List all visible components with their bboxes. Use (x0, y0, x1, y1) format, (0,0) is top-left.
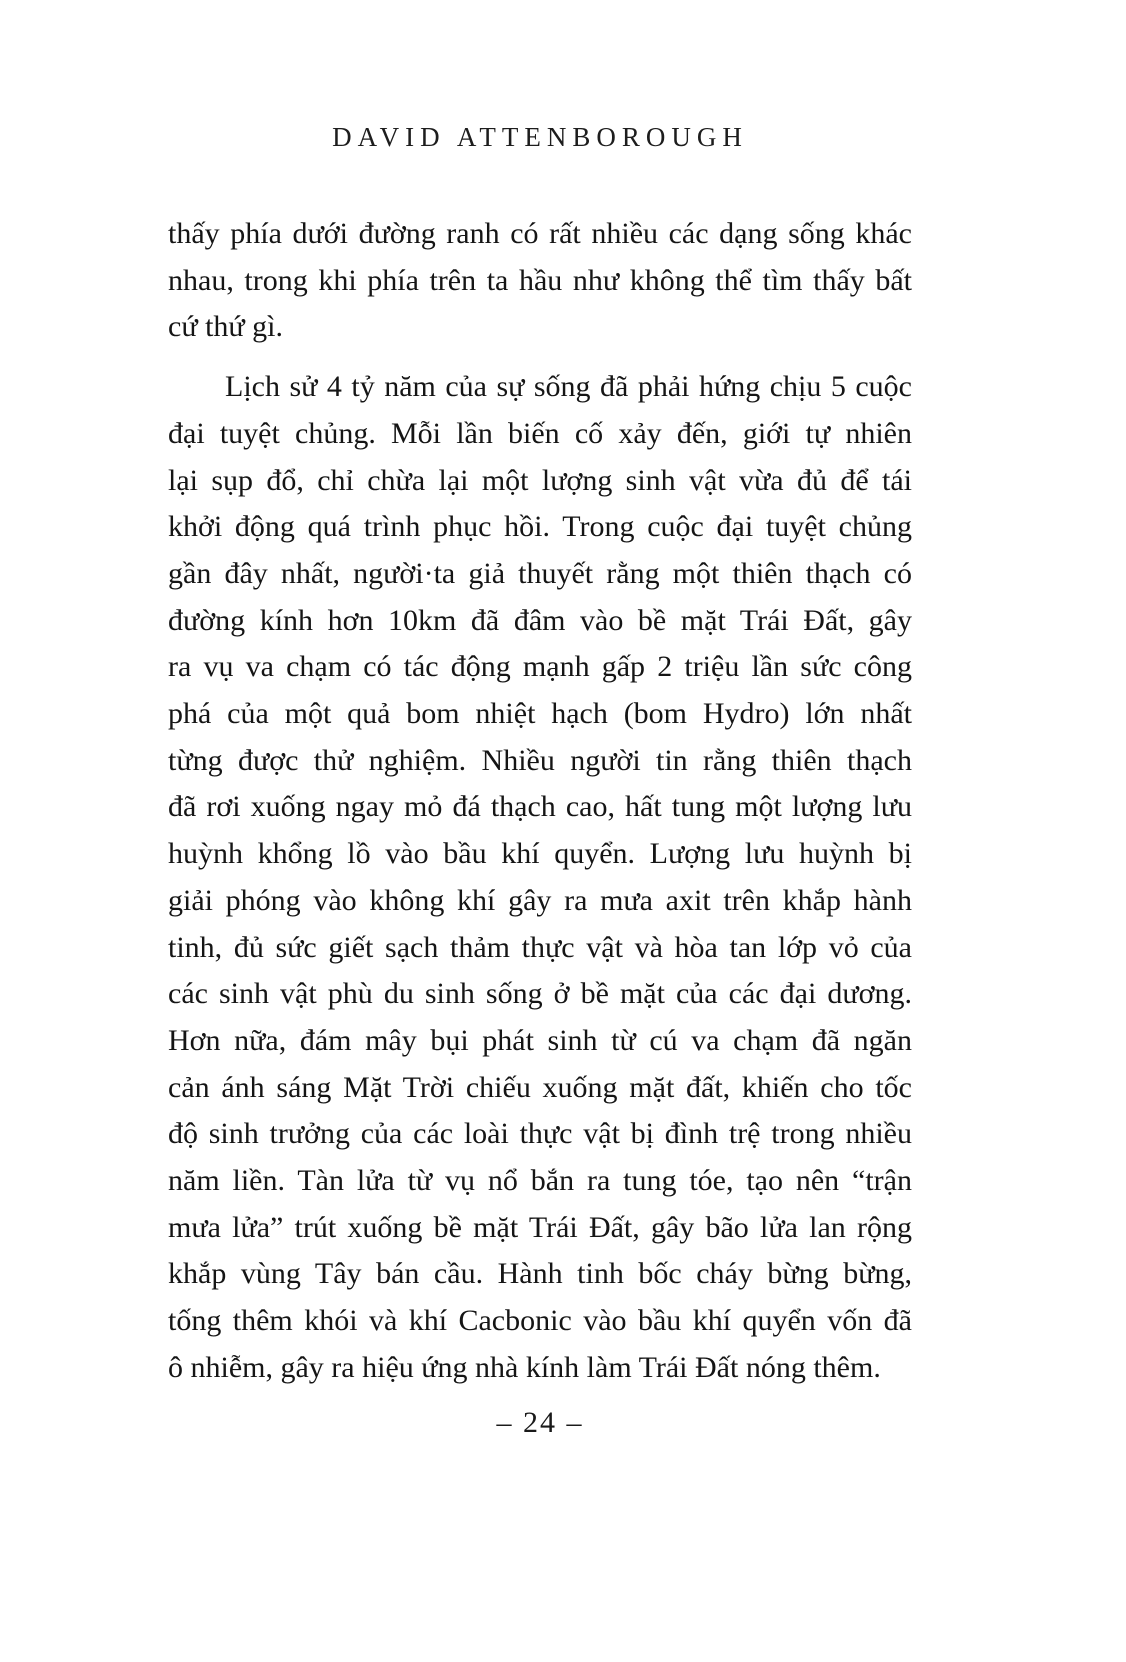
text-line: Lịch sử 4 tỷ năm của sự sống đã phải hứng chịu 5 cuộc (225, 370, 912, 404)
paragraph (168, 364, 912, 1391)
text-line: đường kính hơn 10km đã đâm vào bề mặt Trái Đất, gây (168, 603, 912, 637)
text-line: độ sinh trưởng của các loài thực vật bị đình trệ trong nhiều (168, 1117, 912, 1151)
text-line: đại tuyệt chủng. Mỗi lần biến cố xảy đến, giới tự nhiên (168, 416, 912, 450)
text-line: phá của một quả bom nhiệt hạch (bom Hydro) lớn nhất (168, 697, 912, 731)
text-line: đã rơi xuống ngay mỏ đá thạch cao, hất tung một lượng lưu (168, 790, 912, 824)
body-text (168, 211, 912, 1392)
text-line: tinh, đủ sức giết sạch thảm thực vật và hòa tan lớp vỏ của (168, 930, 912, 964)
text-line: gần đây nhất, người·ta giả thuyết rằng một thiên thạch có (168, 556, 912, 590)
text-line: các sinh vật phù du sinh sống ở bề mặt của các đại dương. (168, 977, 912, 1011)
text-line: ô nhiễm, gây ra hiệu ứng nhà kính làm Trái Đất nóng thêm. (168, 1350, 881, 1384)
text-line: giải phóng vào không khí gây ra mưa axit trên khắp hành (168, 883, 912, 917)
running-head: DAVID ATTENBOROUGH (332, 122, 748, 152)
text-line: mưa lửa” trút xuống bề mặt Trái Đất, gây bão lửa lan rộng (168, 1210, 912, 1244)
page-number: – 24 – (496, 1406, 584, 1439)
page-content (168, 122, 912, 1392)
text-line: khắp vùng Tây bán cầu. Hành tinh bốc cháy bừng bừng, (168, 1257, 912, 1291)
paragraph (168, 211, 912, 351)
text-line: lại sụp đổ, chỉ chừa lại một lượng sinh vật vừa đủ để tái (168, 463, 912, 497)
text-line: năm liền. Tàn lửa từ vụ nổ bắn ra tung tóe, tạo nên “trận (168, 1164, 912, 1198)
text-line: tống thêm khói và khí Cacbonic vào bầu khí quyển vốn đã (168, 1304, 912, 1338)
text-line: huỳnh khổng lồ vào bầu khí quyển. Lượng lưu huỳnh bị (168, 837, 912, 871)
text-line: Hơn nữa, đám mây bụi phát sinh từ cú va chạm đã ngăn (168, 1023, 912, 1057)
text-line: cứ thứ gì. (168, 310, 284, 344)
text-line: cản ánh sáng Mặt Trời chiếu xuống mặt đất, khiến cho tốc (168, 1070, 912, 1104)
text-line: nhau, trong khi phía trên ta hầu như không thể tìm thấy bất (168, 263, 912, 297)
text-line: ra vụ va chạm có tác động mạnh gấp 2 triệu lần sức công (168, 650, 912, 684)
text-line: thấy phía dưới đường ranh có rất nhiều các dạng sống khác (168, 217, 912, 250)
text-line: từng được thử nghiệm. Nhiều người tin rằng thiên thạch (168, 743, 912, 777)
text-line: khởi động quá trình phục hồi. Trong cuộc đại tuyệt chủng (168, 510, 912, 544)
